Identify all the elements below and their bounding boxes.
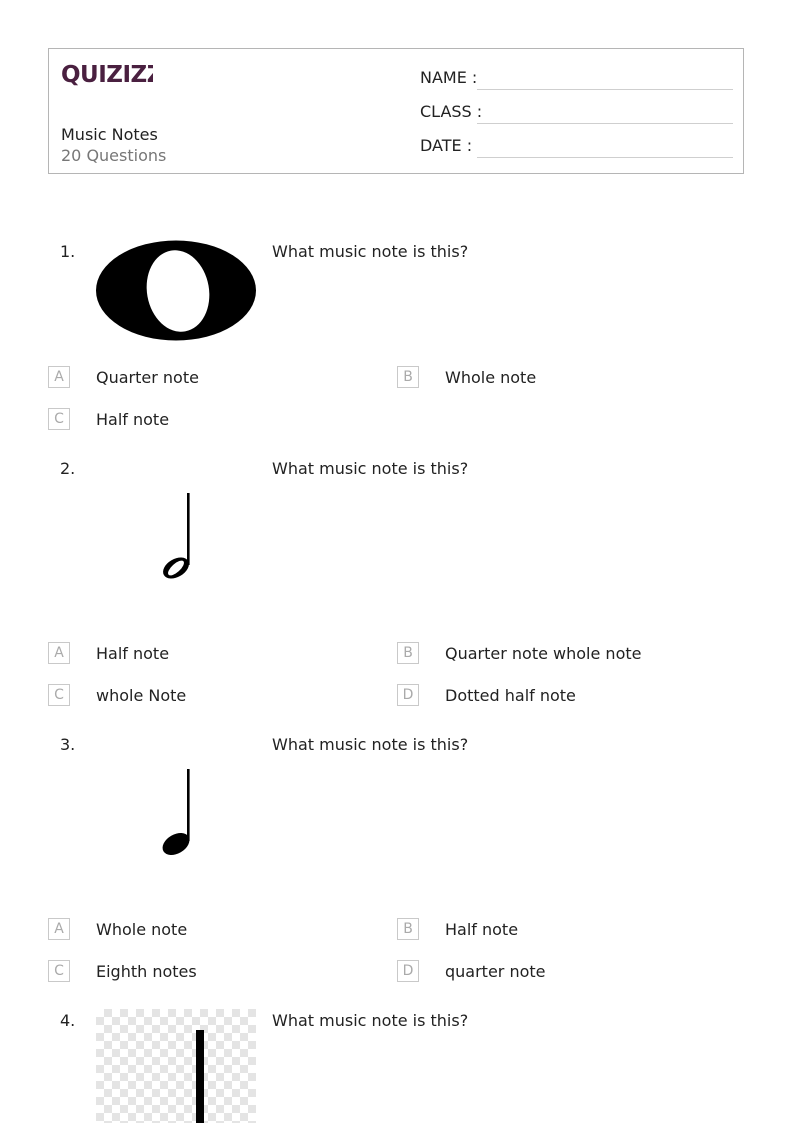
option-letter[interactable]: D	[397, 960, 419, 982]
option-letter[interactable]: C	[48, 960, 70, 982]
worksheet-header	[48, 48, 744, 174]
worksheet-title: Music Notes	[61, 125, 158, 144]
note-stem-icon	[96, 1009, 256, 1123]
option-letter[interactable]: A	[48, 918, 70, 940]
question-number: 1.	[60, 242, 76, 261]
option-text[interactable]: Quarter note	[96, 368, 199, 387]
option-text[interactable]: whole Note	[96, 686, 187, 705]
question-text: What music note is this?	[272, 242, 469, 261]
svg-text:QUIZIZZ: QUIZIZZ	[61, 62, 153, 88]
quarter-note-icon	[96, 766, 256, 860]
option-text[interactable]: Eighth notes	[96, 962, 197, 981]
option-text[interactable]: quarter note	[445, 962, 546, 981]
question-text: What music note is this?	[272, 735, 469, 754]
question-text: What music note is this?	[272, 1011, 469, 1030]
option-letter[interactable]: C	[48, 684, 70, 706]
option-text[interactable]: Half note	[445, 920, 519, 939]
option-letter[interactable]: A	[48, 366, 70, 388]
whole-note-icon	[96, 240, 256, 341]
question-number: 2.	[60, 459, 76, 478]
option-text[interactable]: Half note	[96, 644, 170, 663]
half-note-icon	[96, 490, 256, 584]
class-line[interactable]	[477, 123, 733, 124]
question-number: 3.	[60, 735, 76, 754]
option-letter[interactable]: C	[48, 408, 70, 430]
question-number: 4.	[60, 1011, 76, 1030]
option-text[interactable]: Half note	[96, 410, 170, 429]
option-text[interactable]: Whole note	[445, 368, 537, 387]
option-text[interactable]: Whole note	[96, 920, 188, 939]
option-text[interactable]: Quarter note whole note	[445, 644, 642, 663]
option-letter[interactable]: D	[397, 684, 419, 706]
option-letter[interactable]: B	[397, 918, 419, 940]
option-letter[interactable]: A	[48, 642, 70, 664]
date-line[interactable]	[477, 157, 733, 158]
question-count: 20 Questions	[61, 146, 167, 165]
quizizz-logo	[61, 59, 153, 93]
name-line[interactable]	[477, 89, 733, 90]
date-label: DATE :	[420, 136, 473, 155]
name-label: NAME :	[420, 68, 478, 87]
option-letter[interactable]: B	[397, 366, 419, 388]
option-letter[interactable]: B	[397, 642, 419, 664]
class-label: CLASS :	[420, 102, 483, 121]
option-text[interactable]: Dotted half note	[445, 686, 576, 705]
question-text: What music note is this?	[272, 459, 469, 478]
